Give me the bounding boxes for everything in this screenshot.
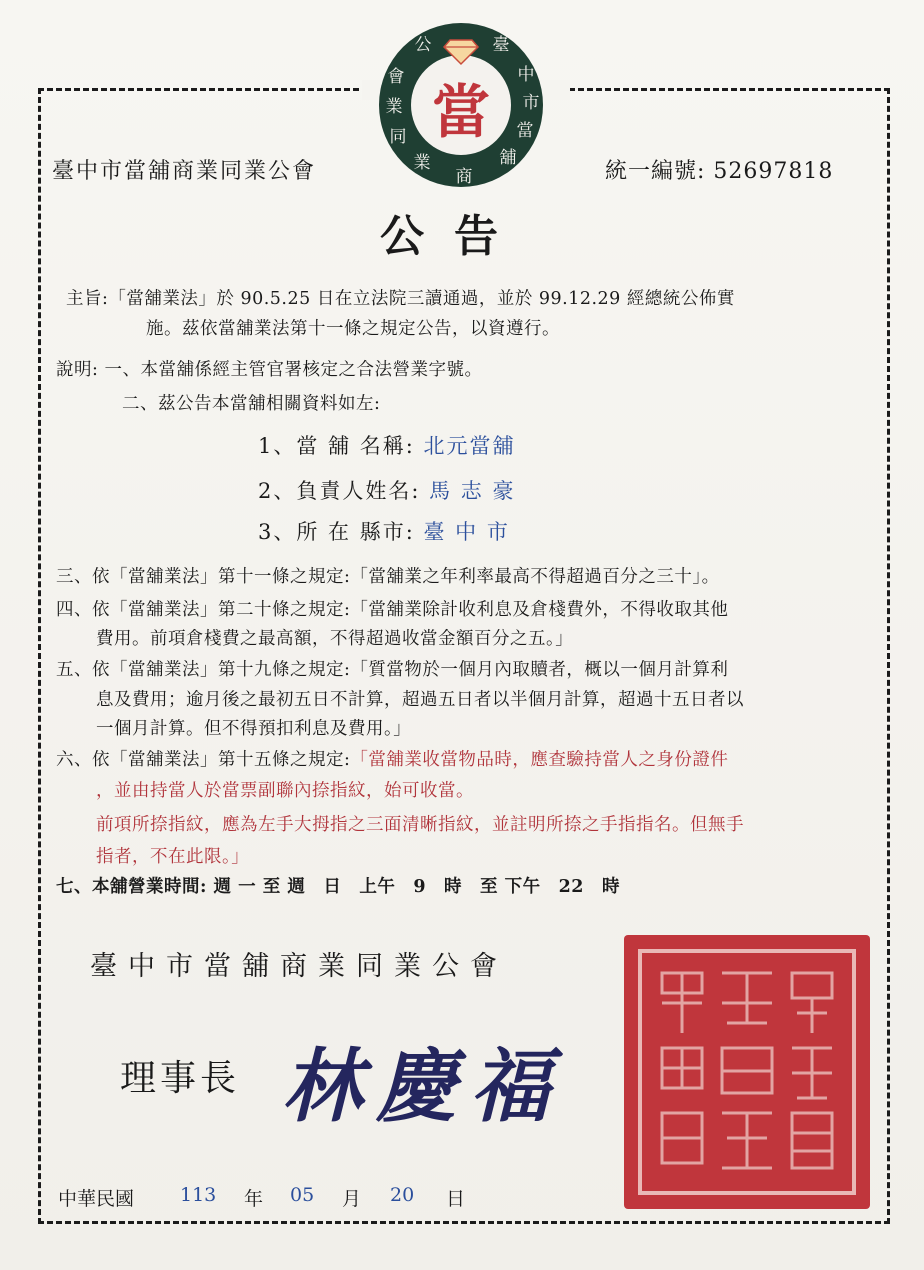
rule-6-line-1 [56, 746, 728, 771]
emblem-ring-char: 會 [387, 67, 405, 87]
date-day-unit: 日 [446, 1188, 466, 1210]
date-month-unit: 月 [342, 1188, 362, 1210]
rule-5-line-3: 一個月計算。但不得預扣利息及費用。」 [96, 719, 412, 739]
date-year: 113 [180, 1184, 217, 1206]
emblem-ring-char: 業 [385, 97, 403, 117]
rule-7-business-hours: 七、本舖營業時間: 週 一 至 週 日 上午 9 時 至 下午 22 時 [56, 877, 620, 897]
rule-6-line-4: 指者，不在此限。」 [96, 847, 250, 867]
emblem-ring-char: 市 [522, 93, 540, 113]
subject-line-1: 主旨:「當舖業法」於 90.5.25 日在立法院三讀通過，並於 99.12.29 經總統公佈實 [66, 289, 735, 309]
date-month: 05 [290, 1184, 315, 1206]
rule-6-red-text: 「當舖業收當物品時，應查驗持當人之身份證件 [350, 750, 729, 770]
chairman-label: 理事長 [120, 1058, 241, 1099]
rule-6-prefix: 六、依「當舖業法」第十五條之規定: [56, 750, 351, 770]
emblem-ring-char: 公 [414, 35, 432, 55]
emblem-ring-char: 同 [389, 127, 407, 147]
signature-union-name: 臺中市當舖商業同業公會 [90, 951, 508, 982]
date-prefix: 中華民國 [58, 1188, 135, 1210]
detail-value: 馬 志 豪 [429, 479, 516, 503]
detail-value: 北元當舖 [423, 434, 516, 458]
date-year-unit: 年 [244, 1188, 264, 1210]
emblem-ring-char: 當 [516, 121, 534, 141]
emblem-ring-char: 商 [455, 167, 473, 187]
detail-label: 3、所 在 縣市: [258, 520, 415, 544]
association-emblem [376, 20, 546, 190]
explanation-item-2: 二、茲公告本當舖相關資料如左: [122, 394, 381, 414]
rule-6-line-2: ，並由持當人於當票副聯內捺指紋，始可收當。 [96, 781, 474, 801]
header-org-name: 臺中市當舖商業同業公會 [52, 159, 317, 184]
rule-4-line-1: 四、依「當舖業法」第二十條之規定:「當舖業除計收利息及倉棧費外，不得收取其他 [56, 600, 729, 620]
detail-row-owner [258, 475, 515, 505]
emblem-center-char: 當 [431, 78, 491, 146]
detail-value: 臺 中 市 [423, 520, 510, 544]
rule-3: 三、依「當舖業法」第十一條之規定:「當舖業之年利率最高不得超過百分之三十」。 [56, 567, 720, 587]
subject-line-2: 施。茲依當舖業法第十一條之規定公告，以資遵行。 [146, 319, 560, 339]
detail-label: 1、當 舖 名稱: [258, 434, 415, 458]
official-seal [622, 933, 872, 1211]
rule-5-line-2: 息及費用；逾月後之最初五日不計算，超過五日者以半個月計算，超過十五日者以 [96, 690, 744, 710]
detail-row-shop-name [258, 430, 515, 460]
emblem-ring-char: 臺 [492, 35, 510, 55]
uniform-number: 統一編號: 52697818 [605, 159, 834, 184]
detail-row-city [258, 516, 510, 546]
page-title: 公告 [380, 211, 528, 262]
emblem-ring-char: 舖 [499, 148, 517, 168]
rule-6-line-3: 前項所捺指紋，應為左手大拇指之三面清晰指紋，並註明所捺之手指指名。但無手 [96, 815, 744, 835]
chairman-signature: 林慶福 [282, 1039, 564, 1133]
rule-5-line-1: 五、依「當舖業法」第十九條之規定:「質當物於一個月內取贖者，概以一個月計算利 [56, 660, 729, 680]
detail-label: 2、負責人姓名: [258, 479, 421, 503]
date-day: 20 [390, 1184, 415, 1206]
emblem-ring-char: 中 [517, 65, 535, 85]
emblem-ring-char: 業 [413, 153, 431, 173]
rule-4-line-2: 費用。前項倉棧費之最高額，不得超過收當金額百分之五。」 [96, 629, 574, 649]
explanation-item-1: 說明: 一、本當舖係經主管官署核定之合法營業字號。 [56, 360, 483, 380]
